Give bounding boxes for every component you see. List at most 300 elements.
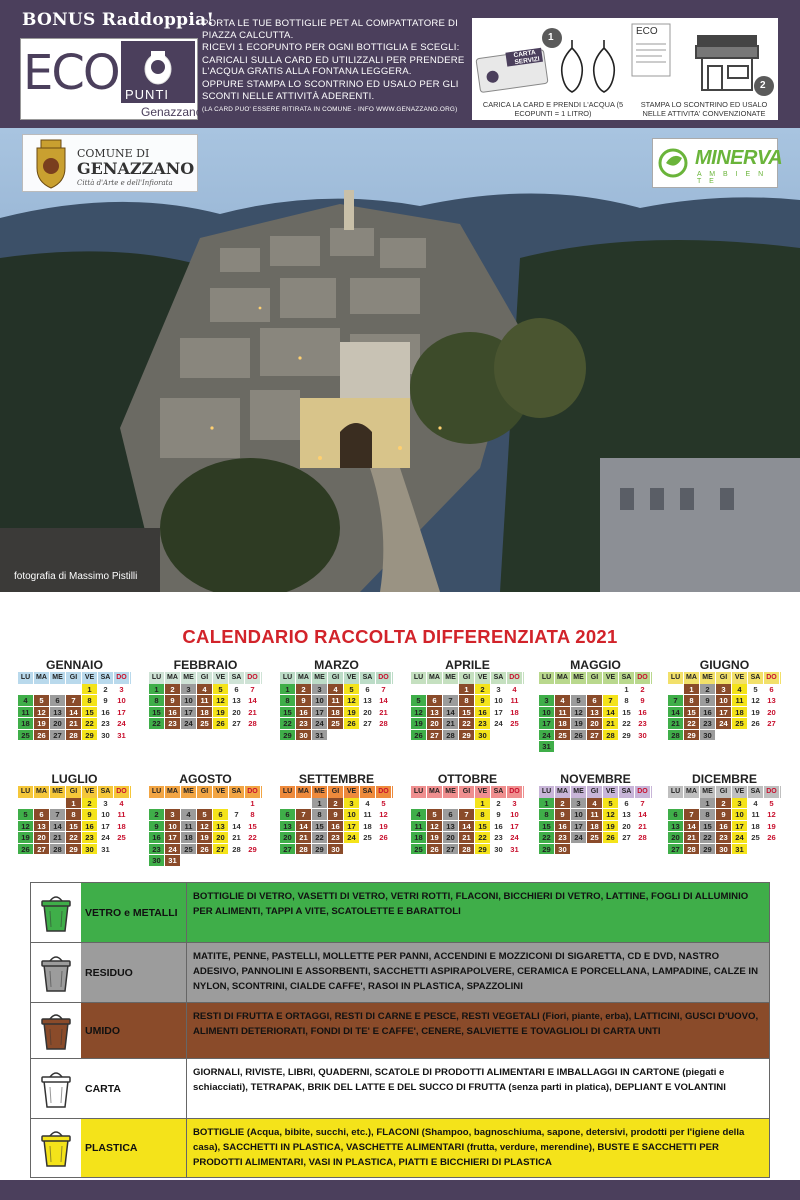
calendar-day: 3 (716, 684, 732, 696)
calendar-day: 28 (459, 844, 475, 856)
empty-day (181, 855, 197, 867)
calendar-day: 8 (149, 695, 165, 707)
weekday-label: MA (684, 672, 700, 684)
weekday-label: GI (66, 672, 82, 684)
empty-day (165, 798, 181, 810)
calendar-day: 28 (296, 844, 312, 856)
calendar-day: 3 (571, 798, 587, 810)
brown-bin-icon (31, 1003, 81, 1058)
empty-day (18, 798, 34, 810)
calendar-day: 29 (700, 844, 716, 856)
instructions-panel (472, 18, 778, 120)
calendar-day: 1 (539, 798, 555, 810)
empty-day (507, 730, 523, 742)
calendar-day: 11 (748, 809, 764, 821)
calendar-day: 19 (213, 707, 229, 719)
calendar-day: 30 (328, 844, 344, 856)
calendar-day: 13 (34, 821, 50, 833)
calendar-day: 19 (34, 718, 50, 730)
week-row (411, 707, 524, 719)
calendar-day: 28 (443, 730, 459, 742)
calendar-day: 20 (229, 707, 245, 719)
calendar-day: 1 (245, 798, 261, 810)
calendar-day: 22 (82, 718, 98, 730)
calendar-day: 4 (360, 798, 376, 810)
calendar-day: 23 (82, 832, 98, 844)
weekday-label: MA (34, 786, 50, 798)
empty-day (344, 730, 360, 742)
calendar-day: 9 (328, 809, 344, 821)
bonus-title: BONUS Raddoppia! (22, 10, 215, 30)
calendar-day: 5 (197, 809, 213, 821)
calendar-day: 17 (491, 707, 507, 719)
calendar-day: 6 (443, 809, 459, 821)
calendar-day: 4 (748, 798, 764, 810)
calendar-day: 25 (328, 718, 344, 730)
calendar-day: 5 (18, 809, 34, 821)
week-row (411, 798, 524, 810)
week-row (539, 809, 652, 821)
calendar-day: 4 (411, 809, 427, 821)
calendar-day: 26 (197, 844, 213, 856)
legend-category-description: GIORNALI, RIVISTE, LIBRI, QUADERNI, SCATOLE DI PRODOTTI ALIMENTARI E IMBALLAGGI IN CARTONE (piegati e schiacciati), TETRAPAK, BRIK DEL LATTE E DEL SUCCO DI FRUTTA (senza parti in platica), DEPLIANT E VOLANTINI (187, 1059, 769, 1118)
calendar-day: 17 (571, 821, 587, 833)
calendar-day: 19 (18, 832, 34, 844)
calendar-day: 25 (197, 718, 213, 730)
calendar-day: 22 (700, 832, 716, 844)
calendar-day: 31 (165, 855, 181, 867)
calendar-day: 18 (555, 718, 571, 730)
calendar-day: 15 (619, 707, 635, 719)
calendar-day: 23 (555, 832, 571, 844)
weekday-header (411, 786, 524, 798)
gray-bin-icon (31, 943, 81, 1002)
calendar-day: 20 (619, 821, 635, 833)
calendar-day: 10 (165, 821, 181, 833)
calendar-day: 28 (668, 730, 684, 742)
calendar-day: 15 (149, 707, 165, 719)
calendar-day: 31 (98, 844, 114, 856)
calendar-day: 16 (165, 707, 181, 719)
legend-category-name: UMIDO (81, 1003, 187, 1058)
calendar-day: 7 (376, 684, 392, 696)
calendar-day: 24 (312, 718, 328, 730)
calendar-day: 6 (280, 809, 296, 821)
calendar-day: 3 (181, 684, 197, 696)
comune-subtitle: Città d'Arte e dell'Infiorata (77, 179, 173, 187)
week-row (539, 821, 652, 833)
calendar-day: 13 (668, 821, 684, 833)
empty-day (764, 844, 780, 856)
card-label: CARTA SERVIZI (513, 49, 541, 67)
calendar-day: 24 (571, 832, 587, 844)
calendar-day: 8 (539, 809, 555, 821)
calendar-day: 11 (507, 695, 523, 707)
calendar-day: 14 (245, 695, 261, 707)
calendar-day: 26 (34, 730, 50, 742)
step-two-number: 2 (760, 80, 766, 91)
calendar-day: 28 (245, 718, 261, 730)
calendar-day: 20 (668, 832, 684, 844)
calendar-day: 6 (360, 684, 376, 696)
calendar-day: 15 (700, 821, 716, 833)
week-row (18, 809, 131, 821)
step-one-caption: CARICA LA CARD E PRENDI L'ACQUA (5 ECOPUNTI = 1 LITRO) (482, 100, 624, 118)
calendar-day: 16 (716, 821, 732, 833)
week-row (411, 832, 524, 844)
genazzano-night-view-image (0, 128, 800, 592)
calendar-day: 11 (732, 695, 748, 707)
weekday-label: DO (376, 672, 392, 684)
weekday-label: ME (312, 786, 328, 798)
calendar-day: 7 (245, 684, 261, 696)
weekday-label: DO (245, 786, 261, 798)
month-calendar (411, 772, 524, 855)
calendar-day: 9 (296, 695, 312, 707)
weekday-header (280, 786, 393, 798)
calendar-day: 9 (149, 821, 165, 833)
calendar-day: 24 (98, 832, 114, 844)
calendar-day: 25 (555, 730, 571, 742)
month-calendar (668, 658, 781, 741)
calendar-day: 4 (587, 798, 603, 810)
calendar-day: 10 (98, 809, 114, 821)
calendar-day: 13 (619, 809, 635, 821)
calendar-day: 21 (684, 832, 700, 844)
weekday-label: LU (411, 672, 427, 684)
week-row (18, 730, 131, 742)
calendar-day: 26 (18, 844, 34, 856)
calendar-day: 29 (66, 844, 82, 856)
calendar-day: 3 (539, 695, 555, 707)
weekday-label: ME (181, 672, 197, 684)
weekday-header (18, 786, 131, 798)
calendar-day: 31 (114, 730, 130, 742)
calendar-day: 12 (571, 707, 587, 719)
week-row (18, 844, 131, 856)
calendar-day: 17 (344, 821, 360, 833)
weekday-header (18, 672, 131, 684)
calendar-day: 10 (491, 695, 507, 707)
weekday-label: LU (668, 786, 684, 798)
calendar-day: 8 (312, 809, 328, 821)
calendar-day: 4 (18, 695, 34, 707)
weekday-label: ME (443, 672, 459, 684)
week-row (149, 844, 262, 856)
legend-category-name: PLASTICA (81, 1119, 187, 1177)
week-row (539, 684, 652, 696)
calendar-day: 11 (328, 695, 344, 707)
calendar-day: 25 (360, 832, 376, 844)
week-row (18, 798, 131, 810)
week-row (411, 730, 524, 742)
calendar-day: 14 (635, 809, 651, 821)
genazzano-coat-of-arms-icon (31, 138, 71, 190)
month-name: LUGLIO (51, 772, 98, 786)
calendar-day: 22 (619, 718, 635, 730)
calendar-day: 3 (344, 798, 360, 810)
calendar-day: 9 (635, 695, 651, 707)
weekday-label: ME (181, 786, 197, 798)
calendar-day: 27 (587, 730, 603, 742)
weekday-label: VE (344, 786, 360, 798)
calendar-day: 12 (603, 809, 619, 821)
calendar-day: 4 (328, 684, 344, 696)
calendar-day: 15 (684, 707, 700, 719)
empty-day (491, 730, 507, 742)
calendar-day: 2 (328, 798, 344, 810)
step-one-number: 1 (548, 32, 554, 43)
empty-day (443, 684, 459, 696)
calendar-day: 4 (197, 684, 213, 696)
calendar-day: 22 (245, 832, 261, 844)
month-calendar (18, 772, 131, 855)
empty-day (229, 798, 245, 810)
calendar-day: 22 (475, 832, 491, 844)
week-row (18, 684, 131, 696)
weekday-label: GI (716, 672, 732, 684)
calendar-day: 26 (427, 844, 443, 856)
calendar-day: 12 (764, 809, 780, 821)
calendar-day: 17 (114, 707, 130, 719)
calendar-day: 13 (587, 707, 603, 719)
calendar-day: 5 (34, 695, 50, 707)
empty-day (376, 844, 392, 856)
weekday-label: SA (98, 786, 114, 798)
weekday-label: MA (165, 672, 181, 684)
calendar-day: 2 (700, 684, 716, 696)
weekday-label: VE (475, 786, 491, 798)
calendar-day: 27 (213, 844, 229, 856)
month-calendar (539, 772, 652, 855)
legend-category-description: BOTTIGLIE DI VETRO, VASETTI DI VETRO, VETRI ROTTI, FLACONI, BICCHIERI DI VETRO, LATTINE, FOGLI DI ALLUMINIO PER ALIMENTI, TAPPI A VITE, SCATOLETTE E BARATTOLI (187, 883, 769, 942)
calendar-day: 17 (507, 821, 523, 833)
calendar-day: 18 (732, 707, 748, 719)
calendar-day: 6 (427, 695, 443, 707)
calendar-day: 27 (443, 844, 459, 856)
week-row (18, 718, 131, 730)
calendar-day: 28 (376, 718, 392, 730)
calendar-day: 10 (181, 695, 197, 707)
calendar-day: 7 (296, 809, 312, 821)
calendar-day: 30 (98, 730, 114, 742)
week-row (149, 707, 262, 719)
calendar-day: 7 (229, 809, 245, 821)
calendar-day: 31 (312, 730, 328, 742)
empty-day (50, 798, 66, 810)
weekday-header (668, 672, 781, 684)
weekday-label: DO (764, 672, 780, 684)
calendar-day: 16 (82, 821, 98, 833)
week-row (280, 821, 393, 833)
calendar-day: 16 (475, 707, 491, 719)
calendar-day: 28 (66, 730, 82, 742)
calendar-day: 13 (213, 821, 229, 833)
empty-day (539, 684, 555, 696)
week-row (668, 821, 781, 833)
weekday-label: DO (114, 672, 130, 684)
empty-day (587, 741, 603, 753)
calendar-day: 18 (507, 707, 523, 719)
weekday-label: SA (491, 786, 507, 798)
calendar-day: 26 (376, 832, 392, 844)
calendar-day: 2 (296, 684, 312, 696)
calendar-day: 27 (280, 844, 296, 856)
calendar-day: 21 (443, 718, 459, 730)
yellow-bin-icon (31, 1119, 81, 1177)
calendar-day: 18 (18, 718, 34, 730)
calendar-day: 7 (684, 809, 700, 821)
waste-legend (30, 882, 770, 1178)
week-row (18, 821, 131, 833)
weekday-header (149, 786, 262, 798)
empty-day (571, 684, 587, 696)
calendar-day: 2 (635, 684, 651, 696)
calendar-day: 20 (427, 718, 443, 730)
calendar-day: 30 (716, 844, 732, 856)
weekday-label: DO (507, 672, 523, 684)
empty-day (18, 684, 34, 696)
month-calendar (280, 772, 393, 855)
calendar-day: 18 (411, 832, 427, 844)
week-row (539, 832, 652, 844)
weekday-label: VE (732, 786, 748, 798)
empty-day (213, 855, 229, 867)
calendar-day: 20 (50, 718, 66, 730)
calendar-day: 26 (571, 730, 587, 742)
calendar-day: 18 (181, 832, 197, 844)
calendar-day: 3 (98, 798, 114, 810)
calendar-day: 5 (213, 684, 229, 696)
footer-bar (0, 1180, 800, 1200)
weekday-header (149, 672, 262, 684)
week-row (280, 695, 393, 707)
week-row (539, 695, 652, 707)
month-name: MARZO (314, 658, 359, 672)
calendar-day: 2 (149, 809, 165, 821)
calendar-day: 16 (700, 707, 716, 719)
calendar-day: 17 (716, 707, 732, 719)
calendar-day: 15 (312, 821, 328, 833)
month-name: SETTEMBRE (298, 772, 375, 786)
calendar-day: 1 (149, 684, 165, 696)
calendar-day: 25 (411, 844, 427, 856)
month-name: MAGGIO (570, 658, 621, 672)
calendar-day: 21 (635, 821, 651, 833)
calendar-day: 20 (34, 832, 50, 844)
calendar-day: 20 (443, 832, 459, 844)
calendar-day: 13 (229, 695, 245, 707)
calendar-day: 12 (411, 707, 427, 719)
empty-day (443, 798, 459, 810)
calendar-day: 8 (245, 809, 261, 821)
calendar-day: 14 (229, 821, 245, 833)
week-row (280, 707, 393, 719)
calendar-day: 18 (114, 821, 130, 833)
weekday-label: GI (587, 672, 603, 684)
calendar-day: 26 (748, 718, 764, 730)
eco-town-label: Genazzano (141, 105, 203, 119)
weekday-label: DO (245, 672, 261, 684)
calendar-day: 24 (732, 832, 748, 844)
calendar-day: 20 (280, 832, 296, 844)
weekday-label: SA (229, 786, 245, 798)
calendar-day: 25 (18, 730, 34, 742)
calendar-day: 10 (539, 707, 555, 719)
month-calendar (280, 658, 393, 741)
calendar-day: 11 (555, 707, 571, 719)
empty-day (34, 684, 50, 696)
calendar-day: 15 (245, 821, 261, 833)
calendar-day: 7 (66, 695, 82, 707)
calendar-day: 7 (635, 798, 651, 810)
calendar-day: 9 (475, 695, 491, 707)
weekday-label: VE (475, 672, 491, 684)
calendar-day: 10 (571, 809, 587, 821)
week-row (411, 718, 524, 730)
calendar-day: 5 (411, 695, 427, 707)
month-calendar (539, 658, 652, 753)
calendar-day: 16 (635, 707, 651, 719)
calendar-day: 20 (360, 707, 376, 719)
eco-punti-banner (0, 0, 800, 128)
calendar-day: 23 (475, 718, 491, 730)
month-calendar (668, 772, 781, 855)
minerva-leaf-icon (658, 148, 692, 178)
weekday-label: GI (459, 786, 475, 798)
calendar-day: 29 (459, 730, 475, 742)
calendar-day: 10 (344, 809, 360, 821)
calendar-day: 25 (181, 844, 197, 856)
calendar-day: 23 (328, 832, 344, 844)
calendar-day: 21 (376, 707, 392, 719)
empty-day (50, 684, 66, 696)
weekday-header (280, 672, 393, 684)
calendar-day: 25 (507, 718, 523, 730)
calendar-day: 1 (66, 798, 82, 810)
empty-day (213, 798, 229, 810)
weekday-label: LU (411, 786, 427, 798)
weekday-label: MA (427, 672, 443, 684)
calendar-day: 8 (619, 695, 635, 707)
calendar-day: 13 (443, 821, 459, 833)
weekday-label: ME (700, 786, 716, 798)
month-calendar (149, 658, 262, 730)
calendar-day: 22 (280, 718, 296, 730)
calendar-day: 2 (475, 684, 491, 696)
calendar-day: 6 (668, 809, 684, 821)
calendar-day: 19 (344, 707, 360, 719)
calendar-day: 1 (619, 684, 635, 696)
calendar-day: 14 (684, 821, 700, 833)
calendar-day: 9 (555, 809, 571, 821)
weekday-label: DO (507, 786, 523, 798)
empty-day (684, 798, 700, 810)
calendar-day: 21 (229, 832, 245, 844)
calendar-day: 27 (50, 730, 66, 742)
weekday-label: VE (603, 672, 619, 684)
month-name: GIUGNO (699, 658, 750, 672)
empty-day (603, 684, 619, 696)
calendar-day: 5 (427, 809, 443, 821)
calendar-day: 26 (603, 832, 619, 844)
weekday-label: DO (376, 786, 392, 798)
calendar-day: 2 (82, 798, 98, 810)
weekday-label: ME (50, 672, 66, 684)
calendar-day: 1 (312, 798, 328, 810)
receipt-label: ECO (636, 26, 658, 37)
weekday-label: SA (491, 672, 507, 684)
